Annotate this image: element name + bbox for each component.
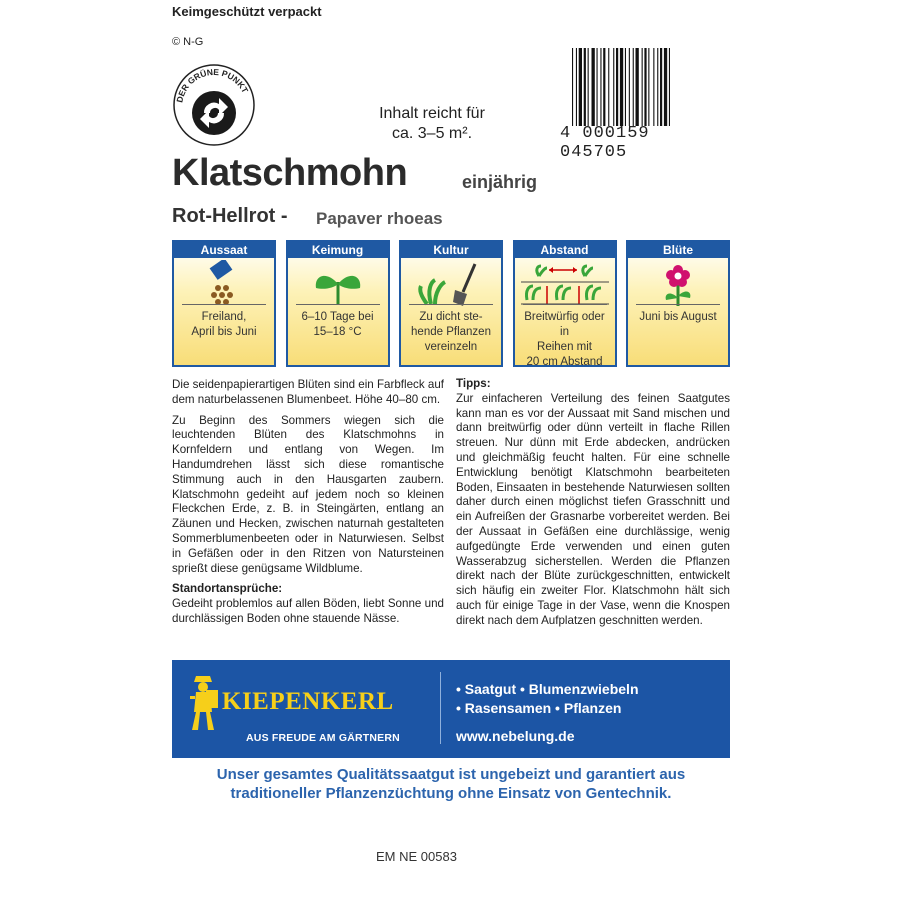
barcode-bar bbox=[600, 48, 601, 126]
card-title: Blüte bbox=[628, 242, 728, 258]
card-title: Kultur bbox=[401, 242, 501, 258]
intro-paragraph: Die seidenpapierartigen Blüten sind ein Farbfleck auf dem naturbelassenen Blumenbeet. Höhe 40–80 cm. bbox=[172, 378, 444, 406]
card-text-line: 6–10 Tage bei bbox=[301, 311, 374, 323]
variety-name: Rot-Hellrot - bbox=[172, 205, 288, 227]
card-text-line: Zu dicht ste- bbox=[419, 311, 483, 323]
barcode-bar bbox=[597, 48, 598, 126]
description-paragraph: Zu Beginn des Sommers wiegen sich die leuchtenden Blüten des Klatschmohns in Kornfeldern und entlang von Wegen. Im Handumdrehen lässt sich diese romantische Stimmung auch in den Hausgarten zaubern. Klatschmohn gedeiht auf jedem noch so kleinen Fleckchen Erde, z. B. in Steingärten, entlang an Zäunen und Hecken, zwischen naturnah gestalteten Sommerblumenbeeten oder in Naturwiesen. Selbst in Gefäßen oder in den Ritzen von Natursteinen sprießt diese genügsame Wildblume. bbox=[172, 413, 444, 575]
seed-packet-icon bbox=[174, 260, 274, 308]
card-divider bbox=[523, 304, 607, 305]
barcode-bar bbox=[616, 48, 618, 126]
barcode-bar bbox=[633, 48, 634, 126]
quality-statement bbox=[172, 765, 730, 803]
card-title: Abstand bbox=[515, 242, 615, 258]
spacing-icon bbox=[515, 260, 615, 308]
card-keimung bbox=[286, 240, 390, 367]
website-link[interactable]: www.nebelung.de bbox=[456, 728, 575, 744]
card-text-line: Reihen mit bbox=[537, 341, 592, 353]
green-dot-logo-icon bbox=[172, 63, 256, 147]
card-text bbox=[405, 310, 497, 355]
card-aussaat bbox=[172, 240, 276, 367]
quality-line: traditioneller Pflanzenzüchtung ohne Einsatz von Gentechnik. bbox=[230, 785, 672, 802]
description-column bbox=[172, 378, 444, 633]
card-text bbox=[632, 310, 724, 325]
card-text-line: Freiland, bbox=[201, 311, 247, 323]
product-range-line: • Saatgut • Blumenzwiebeln bbox=[456, 681, 639, 697]
barcode-bar bbox=[669, 48, 670, 126]
barcode-bar bbox=[664, 48, 667, 126]
brand-slogan: AUS FREUDE AM GÄRTNERN bbox=[246, 732, 400, 744]
lifecycle-label: einjährig bbox=[462, 172, 538, 192]
barcode-bar bbox=[613, 48, 614, 126]
brand-name: KIEPENKERL bbox=[222, 688, 394, 715]
tips-paragraph: Zur einfacheren Verteilung des feinen Saatgutes kann man es vor der Aussaat mit Sand mischen und dann breitwürfig oder dünn verteilt in flache Rillen streuen. Nur dünn mit Erde abdecken, andrücken und gleichmäßig feucht halten. Für eine schnelle Entwicklung benötigt Klatschmohn bearbeiteten Boden, Einsaaten in bestehende Naturwiesen sollten daher durch einen möglichst tiefen Grasschnitt und ein Aufreißen der Grasnarbe vorbereitet werden. Bei der Aussaat in Gefäßen eine durchlässige, wenig aufgedüngte Erde verwenden und einen guten Wasserabzug sicherstellen. Werden die Pflanzen direkt nach der Blüte zurückgeschnitten, entwickelt sich häufig ein zweiter Flor. Klatschmohn hält sich auch für einige Tage in der Vase, wenn die Knospen direkt nach dem Aufplatzen geschnitten werden. bbox=[456, 391, 730, 627]
card-text bbox=[519, 310, 611, 370]
barcode-bar bbox=[608, 48, 609, 126]
barcode-bar bbox=[620, 48, 623, 126]
location-paragraph: Gedeiht problemlos auf allen Böden, liebt Sonne und durchlässigen Boden ohne stauende Nässe. bbox=[172, 597, 444, 625]
barcode-bar bbox=[644, 48, 646, 126]
barcode-bar bbox=[660, 48, 662, 126]
copyright: © N-G bbox=[172, 36, 204, 48]
location-heading: Standortansprüche: bbox=[172, 582, 283, 596]
product-name: Klatschmohn bbox=[172, 152, 408, 194]
card-text-line: Juni bis August bbox=[639, 311, 717, 323]
coverage-line-1: Inhalt reicht für bbox=[379, 105, 485, 122]
card-kultur bbox=[399, 240, 503, 367]
banner-divider bbox=[440, 672, 441, 744]
packaging-note: Keimgeschützt verpackt bbox=[172, 4, 322, 19]
card-text bbox=[292, 310, 384, 340]
card-text-line: hende Pflanzen bbox=[411, 326, 491, 338]
card-bluete bbox=[626, 240, 730, 367]
barcode-bar bbox=[584, 48, 586, 126]
coverage-line-2: ca. 3–5 m². bbox=[391, 125, 473, 142]
tips-column bbox=[456, 377, 730, 635]
barcode-bar bbox=[592, 48, 595, 126]
card-text-line: vereinzeln bbox=[424, 341, 478, 353]
barcode-bar bbox=[603, 48, 605, 126]
card-divider bbox=[182, 304, 266, 305]
card-text-line: Breitwürfig oder in bbox=[524, 311, 605, 338]
barcode-bar bbox=[588, 48, 589, 126]
card-divider bbox=[409, 304, 493, 305]
card-divider bbox=[296, 304, 380, 305]
kiepenkerl-figure-icon bbox=[186, 674, 222, 734]
barcode-number: 4 000159 045705 bbox=[560, 124, 650, 162]
barcode-bar bbox=[636, 48, 639, 126]
barcode-bar bbox=[657, 48, 658, 126]
barcode-bar bbox=[653, 48, 654, 126]
seedling-icon bbox=[288, 260, 388, 308]
shovel-icon bbox=[401, 260, 501, 308]
card-text-line: 20 cm Abstand bbox=[526, 356, 603, 368]
barcode-bar bbox=[629, 48, 630, 126]
barcode-bar bbox=[625, 48, 626, 126]
barcode-bar bbox=[648, 48, 649, 126]
barcode-bar bbox=[579, 48, 582, 126]
barcode-bar bbox=[576, 48, 577, 126]
barcode-bar bbox=[572, 48, 573, 126]
latin-name: Papaver rhoeas bbox=[316, 209, 443, 228]
barcode bbox=[568, 48, 720, 126]
quality-line: Unser gesamtes Qualitätssaatgut ist ungebeizt und garantiert aus bbox=[216, 766, 686, 783]
card-text bbox=[178, 310, 270, 340]
info-cards bbox=[172, 240, 730, 368]
product-range-line: • Rasensamen • Pflanzen bbox=[456, 700, 622, 716]
tips-heading: Tipps: bbox=[456, 377, 491, 390]
card-text-line: April bis Juni bbox=[191, 326, 257, 338]
card-text-line: 15–18 °C bbox=[313, 326, 362, 338]
card-divider bbox=[636, 304, 720, 305]
card-title: Keimung bbox=[288, 242, 388, 258]
card-title: Aussaat bbox=[174, 242, 274, 258]
svg-text:DER GRÜNE PUNKT: DER GRÜNE PUNKT bbox=[174, 66, 251, 104]
product-range bbox=[456, 680, 639, 718]
coverage-note bbox=[368, 104, 496, 144]
article-code: EM NE 00583 bbox=[376, 849, 457, 864]
card-abstand bbox=[513, 240, 617, 367]
flower-icon bbox=[628, 260, 728, 308]
barcode-bar bbox=[642, 48, 643, 126]
